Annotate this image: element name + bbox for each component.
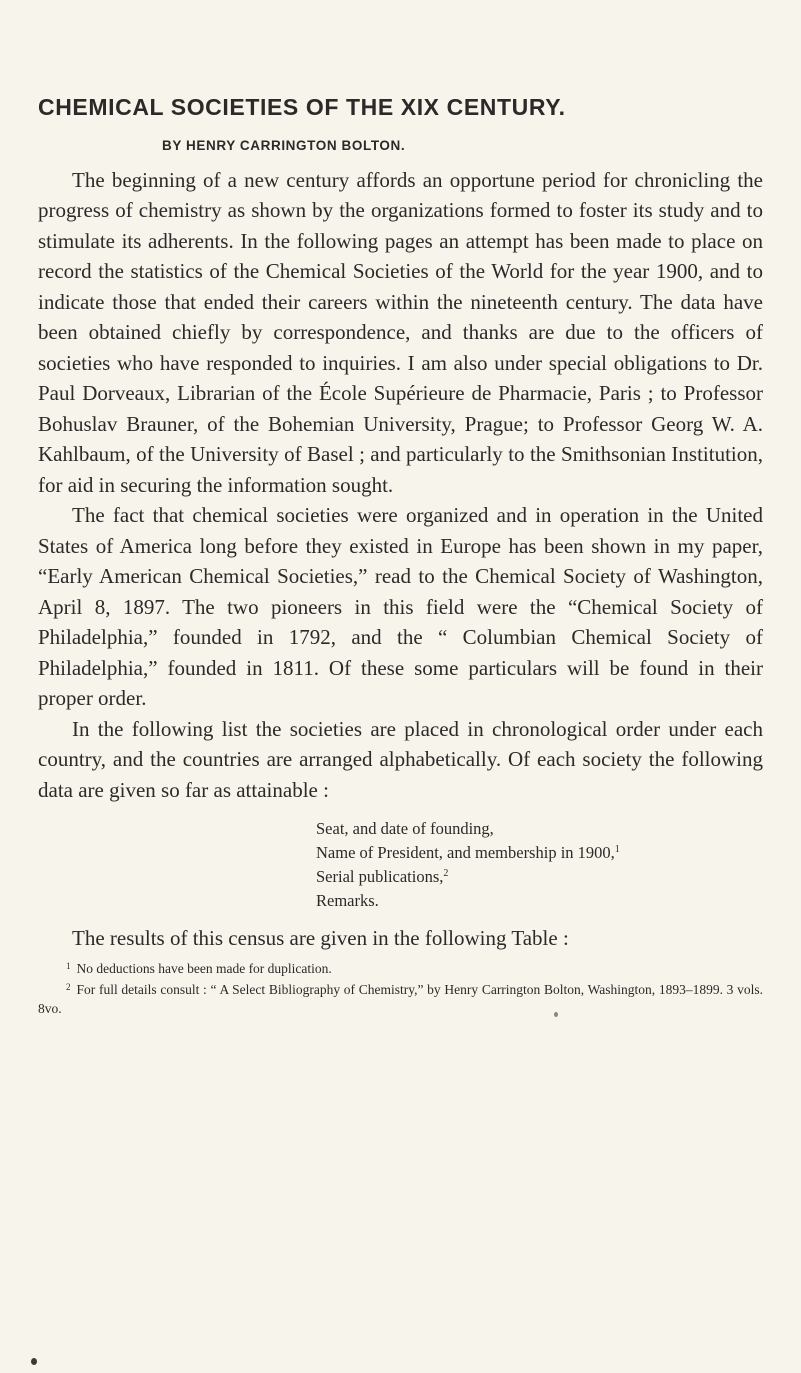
footnote xyxy=(38,957,763,978)
footnote-mark: 1 xyxy=(66,961,71,972)
data-field-text: Serial publications, xyxy=(316,867,444,887)
footnote-mark: 2 xyxy=(66,982,71,993)
results-line: The results of this census are given in the following Table : xyxy=(72,926,569,951)
data-field-text: Seat, and date of founding, xyxy=(316,819,494,839)
footnote-text: For full details consult : “ A Select Bibliography of Chemistry,” by Henry Carrington Bolton, Washington, 1893–1899. 3 vols. 8vo. xyxy=(38,982,763,1017)
author-byline: BY HENRY CARRINGTON BOLTON. xyxy=(162,137,406,153)
article-title: CHEMICAL SOCIETIES OF THE XIX CENTURY. xyxy=(38,94,566,120)
data-field-item xyxy=(316,817,763,841)
paragraph-intro: The beginning of a new century affords an opportune period for chronicling the progress of chemistry as shown by the organizations formed to foster its study and to stimulate its adherents. In the following pages an attempt has been made to place on record the statistics of the Chemical Societies of the World for the year 1900, and to indicate those that ended their careers within the nineteenth century. The data have been obtained chiefly by correspondence, and thanks are due to the officers of societies who have responded to inquiries. I am also under special obligations to Dr. Paul Dorveaux, Librarian of the École Supérieure de Pharmacie, Paris ; to Professor Bohuslav Brauner, of the Bohemian University, Prague; to Professor Georg W. A. Kahlbaum, of the University of Basel ; and particularly to the Smithsonian Institution, for aid in securing the information sought. xyxy=(38,167,763,497)
data-field-item xyxy=(316,841,763,865)
footnote-reference: 1 xyxy=(614,844,620,856)
paragraph-list-order: In the following list the societies are placed in chronological order under each country, and the countries are arranged alphabetically. Of each society the following data are given so far as attainable : xyxy=(38,716,763,802)
ink-speck xyxy=(31,1358,37,1365)
footnote-text: No deductions have been made for duplication. xyxy=(76,961,332,977)
data-field-item xyxy=(316,889,763,913)
footnote xyxy=(38,978,763,1018)
data-fields-list xyxy=(316,817,763,913)
footnotes xyxy=(38,957,763,1018)
paragraph-american-societies: The fact that chemical societies were organized and in operation in the United States of America long before they existed in Europe has been shown in my paper, “Early American Chemical Societies,” read to the Chemical Society of Washington, April 8, 1897. The two pioneers in this field were the “Chemical Society of Philadelphia,” founded in 1792, and the “ Columbian Chemical Society of Philadelphia,” founded in 1811. Of these some particulars will be found in their proper order. xyxy=(38,503,763,711)
footnote-reference: 2 xyxy=(443,868,449,880)
ink-speck xyxy=(554,1012,558,1017)
data-field-text: Remarks. xyxy=(316,891,379,911)
data-field-text: Name of President, and membership in 1900, xyxy=(316,843,615,863)
data-field-item xyxy=(316,865,763,889)
